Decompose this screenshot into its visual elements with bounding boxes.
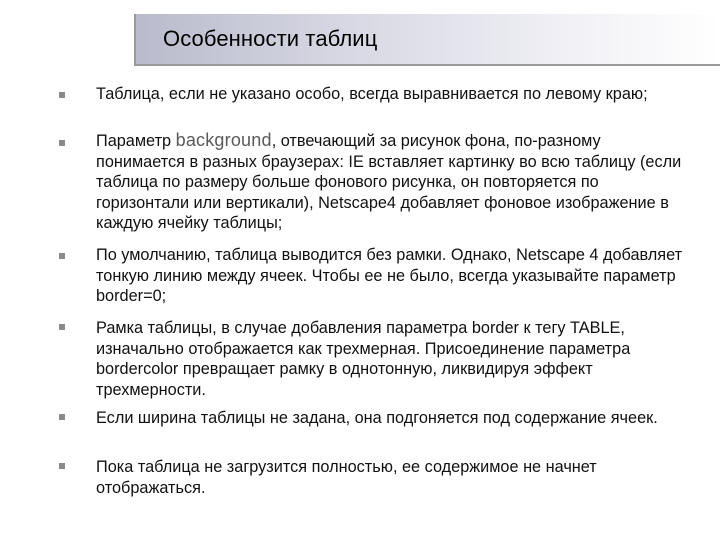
bullet-square-icon (59, 324, 65, 330)
bullet-text: По умолчанию, таблица выводится без рамки. Однако, Netscape 4 добавляет тонкую линию между ячеек. Чтобы ее не было, всегда указывайте параметр border=0; (96, 246, 683, 306)
bullet-text-before: Параметр (96, 132, 176, 150)
bullet-text: Таблица, если не указано особо, всегда выравнивается по левому краю; (96, 85, 648, 103)
bullet-text: Рамка таблицы, в случае добавления параметра border к тегу TABLE, изначально отображается как трехмерная. Присоединение параметра bordercolor превращает рамку в однотонную, ликвидируя эффект трехмерности. (96, 319, 631, 399)
title-bar (134, 14, 720, 66)
bullet-text (96, 130, 686, 234)
bullet-text: Если ширина таблицы не задана, она подгоняется под содержание ячеек. (96, 409, 658, 427)
bullet-text: Пока таблица не загрузится полностью, ее содержимое не начнет отображаться. (96, 458, 597, 497)
bullet-square-icon (59, 253, 65, 259)
slide-title: Особенности таблиц (163, 26, 378, 51)
keyword-background: background (175, 130, 272, 150)
bullet-square-icon (59, 463, 65, 469)
bullet-square-icon (59, 140, 65, 146)
bullet-square-icon (59, 414, 65, 420)
bullet-square-icon (59, 92, 65, 98)
bullet-text-after: , отвечающий за рисунок фона, по-разному понимается в разных браузерах: IE вставляет картинку во всю таблицу (если таблица по размеру больше фонового рисунка, он повторяется по горизонтали или вертикали), Netscape4 добавляет фоновое изображение в каждую ячейку таблицы; (96, 132, 682, 233)
